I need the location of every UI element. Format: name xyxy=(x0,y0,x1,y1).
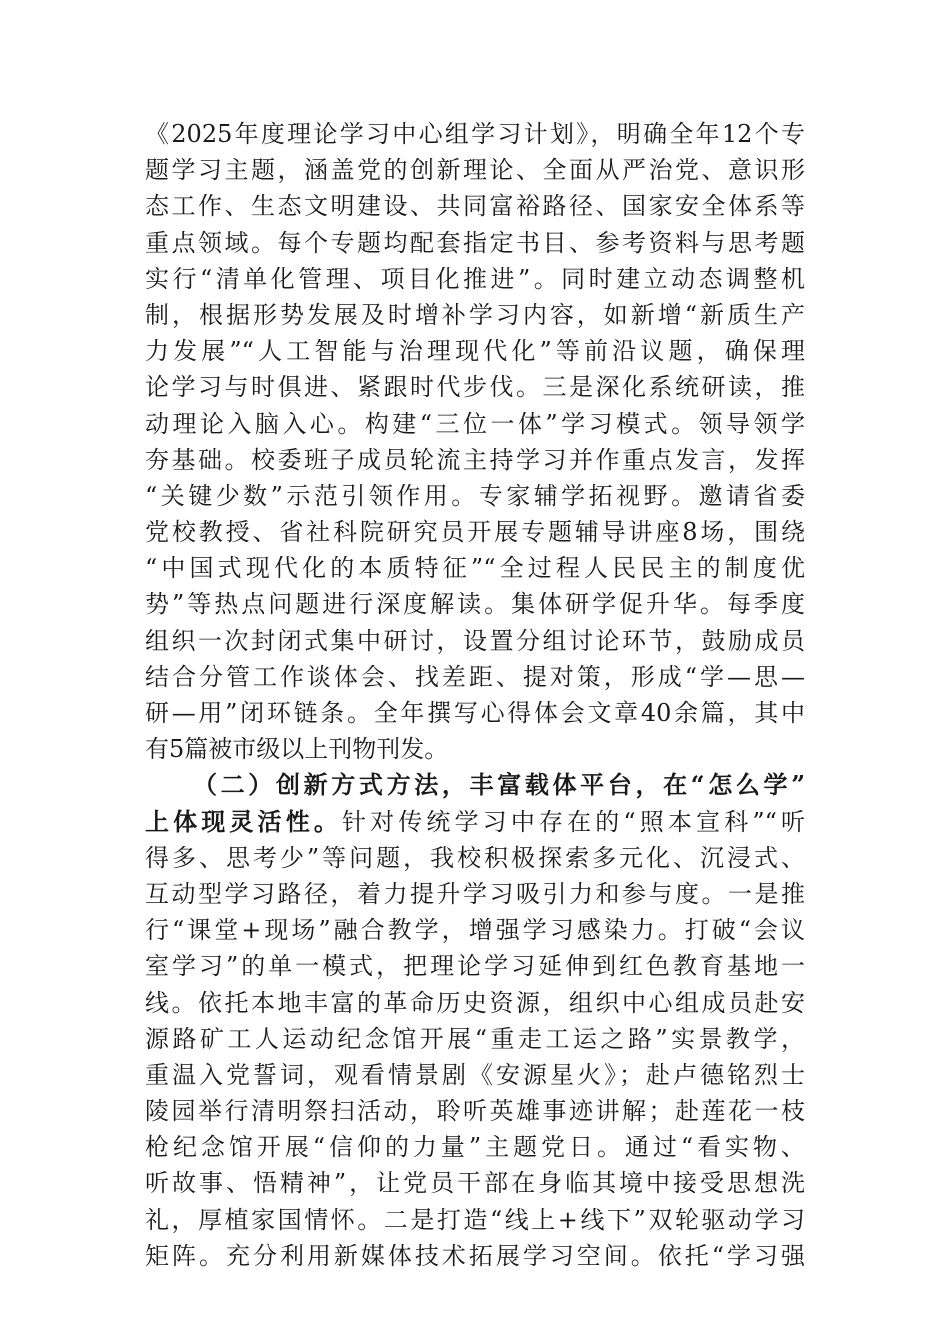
text-line xyxy=(145,804,805,840)
text-line: 有5篇被市级以上刊物刊发。 xyxy=(145,735,449,764)
text-line: 势”等热点问题进行深度解读。集体研学促升华。每季度 xyxy=(145,590,805,619)
text-line: 陵园举行清明祭扫活动，聆听英雄事迹讲解；赴莲花一枝 xyxy=(145,1097,805,1126)
text-line: 源路矿工人运动纪念馆开展“重走工运之路”实景教学， xyxy=(145,1024,805,1053)
text-line: “关键少数”示范引领作用。专家辅学拓视野。邀请省委 xyxy=(145,481,805,510)
text-line: 互动型学习路径，着力提升学习吸引力和参与度。一是推 xyxy=(145,879,805,908)
text-line: “中国式现代化的本质特征”“全过程人民民主的制度优 xyxy=(145,554,805,583)
section-heading: （二）创新方式方法，丰富载体平台，在“怎么学” xyxy=(193,770,805,800)
text-line: 室学习”的单一模式，把理论学习延伸到红色教育基地一 xyxy=(145,952,805,981)
text-line: 礼，厚植家国情怀。二是打造“线上+线下”双轮驱动学习 xyxy=(145,1205,805,1234)
paragraph-2 xyxy=(145,767,805,1274)
text-line: 矩阵。充分利用新媒体技术拓展学习空间。依托“学习强 xyxy=(145,1241,805,1270)
text-line: 结合分管工作谈体会、找差距、提对策，形成“学—思— xyxy=(145,662,805,691)
paragraph-1 xyxy=(145,116,805,767)
text-line: 组织一次封闭式集中研讨，设置分组讨论环节，鼓励成员 xyxy=(145,626,805,655)
text-line: 态工作、生态文明建设、共同富裕路径、国家安全体系等 xyxy=(145,192,805,221)
text-line: 得多、思考少”等问题，我校积极探索多元化、沉浸式、 xyxy=(145,843,805,872)
text-line: 研—用”闭环链条。全年撰写心得体会文章40余篇，其中 xyxy=(145,699,805,727)
section-line-rest: 针对传统学习中存在的“照本宣科”“听 xyxy=(341,807,806,836)
text-line: 实行“清单化管理、项目化推进”。同时建立动态调整机 xyxy=(145,264,805,293)
document-body xyxy=(145,116,805,1274)
text-line: 行“课堂+现场”融合教学，增强学习感染力。打破“会议 xyxy=(145,916,805,945)
text-line: 重点领域。每个专题均配套指定书目、参考资料与思考题 xyxy=(145,228,805,257)
text-line: 枪纪念馆开展“信仰的力量”主题党日。通过“看实物、 xyxy=(145,1133,805,1162)
text-line: 《2025年度理论学习中心组学习计划》，明确全年12个专 xyxy=(145,120,805,148)
text-line: 听故事、悟精神”，让党员干部在身临其境中接受思想洗 xyxy=(145,1169,805,1198)
section-heading-tail: 上体现灵活性。 xyxy=(145,806,342,836)
text-line: 论学习与时俱进、紧跟时代步伐。三是深化系统研读，推 xyxy=(145,373,805,402)
text-line: 题学习主题，涵盖党的创新理论、全面从严治党、意识形 xyxy=(145,156,805,185)
text-line: 制，根据形势发展及时增补学习内容，如新增“新质生产 xyxy=(145,300,805,329)
text-line: 线。依托本地丰富的革命历史资源，组织中心组成员赴安 xyxy=(145,988,805,1017)
text-line: 夯基础。校委班子成员轮流主持学习并作重点发言，发挥 xyxy=(145,445,805,474)
text-line: 动理论入脑入心。构建“三位一体”学习模式。领导领学 xyxy=(145,409,805,438)
text-line: 重温入党誓词，观看情景剧《安源星火》；赴卢德铭烈士 xyxy=(145,1060,805,1089)
text-line: 党校教授、省社科院研究员开展专题辅导讲座8场，围绕 xyxy=(145,518,805,547)
text-line: 力发展”“人工智能与治理现代化”等前沿议题，确保理 xyxy=(145,337,805,366)
